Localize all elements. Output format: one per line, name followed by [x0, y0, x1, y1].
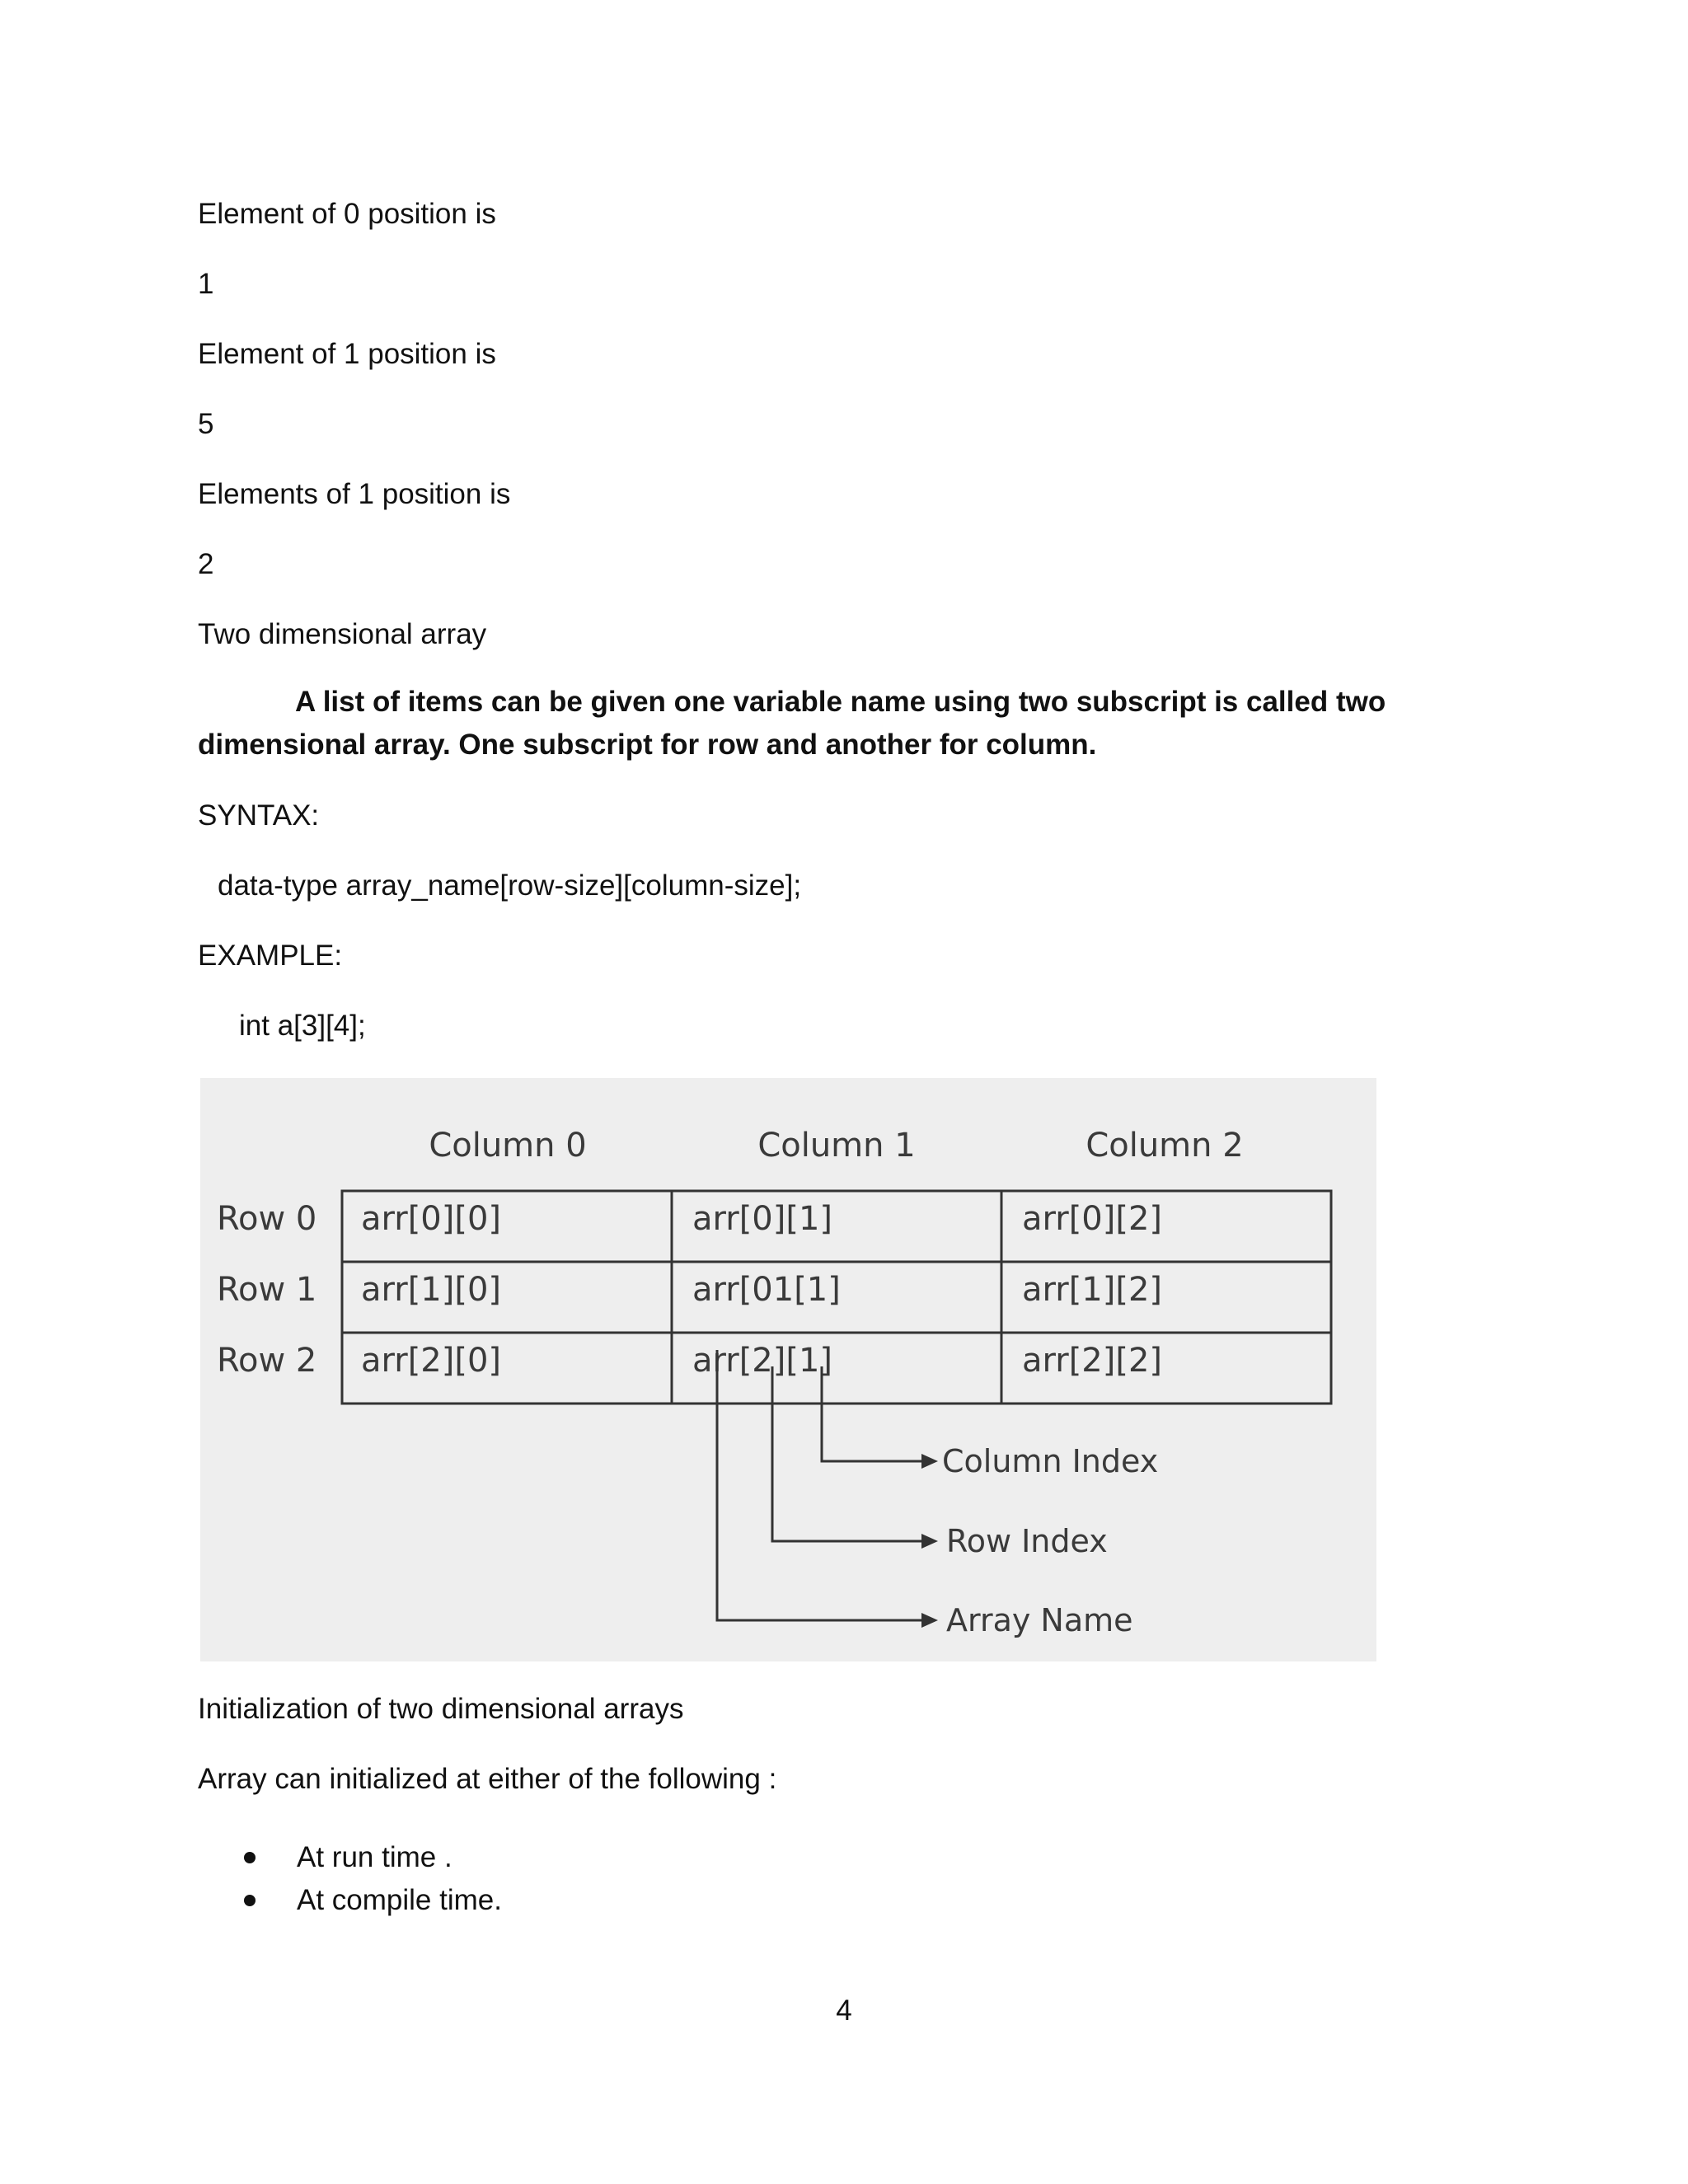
example-code: int a[3][4];: [239, 1010, 366, 1042]
arrow-right-icon: [921, 1534, 938, 1549]
bullet-text: At run time .: [297, 1841, 452, 1873]
cell-0-1: arr[0][1]: [692, 1200, 833, 1238]
arrow-heads: [921, 1454, 938, 1628]
column-header-1: Column 1: [757, 1127, 916, 1165]
bullet-item: [198, 1836, 502, 1879]
cell-1-1: arr[01[1]: [692, 1271, 841, 1309]
column-header-0: Column 0: [429, 1127, 587, 1165]
example-label: EXAMPLE:: [198, 940, 343, 972]
syntax-label: SYNTAX:: [198, 799, 320, 832]
cell-0-0: arr[0][0]: [361, 1200, 502, 1238]
array-diagram: [200, 1078, 1376, 1661]
row-label-0: Row 0: [217, 1200, 317, 1238]
cell-1-0: arr[1][0]: [361, 1271, 502, 1309]
bullet-list: [198, 1836, 502, 1922]
cell-0-2: arr[0][2]: [1022, 1200, 1163, 1238]
row-label-1: Row 1: [217, 1271, 317, 1309]
cell-2-0: arr[2][0]: [361, 1342, 502, 1380]
section-heading: Two dimensional array: [198, 618, 487, 650]
bullet-text: At compile time.: [297, 1884, 502, 1916]
text-line-3: Element of 1 position is: [198, 338, 496, 370]
array-diagram-svg: [200, 1078, 1376, 1661]
init-text: Array can initialized at either of the following :: [198, 1763, 777, 1795]
bullet-icon: [244, 1895, 256, 1906]
syntax-code: data-type array_name[row-size][column-size];: [218, 869, 802, 902]
row-label-2: Row 2: [217, 1342, 317, 1380]
cell-2-2: arr[2][2]: [1022, 1342, 1163, 1380]
text-line-4: 5: [198, 408, 214, 440]
arrow-right-icon: [921, 1454, 938, 1469]
definition-text: A list of items can be given one variable name using two subscript is called two dimensional array. One subscript for row and another for column.: [198, 686, 1386, 761]
column-header-2: Column 2: [1085, 1127, 1244, 1165]
text-line-1: Element of 0 position is: [198, 198, 496, 230]
text-line-5: Elements of 1 position is: [198, 478, 511, 510]
page-number: 4: [836, 1994, 852, 2027]
text-line-2: 1: [198, 268, 214, 300]
cell-1-2: arr[1][2]: [1022, 1271, 1163, 1309]
cell-2-1: arr[2][1]: [692, 1342, 833, 1380]
callout-column-index: Column Index: [942, 1443, 1159, 1479]
callout-lines: [717, 1350, 921, 1620]
callout-row-index: Row Index: [946, 1523, 1108, 1559]
init-heading: Initialization of two dimensional arrays: [198, 1693, 684, 1725]
bullet-icon: [244, 1852, 256, 1863]
bullet-item: [198, 1879, 502, 1922]
definition-paragraph: [198, 681, 1467, 766]
arrow-right-icon: [921, 1613, 938, 1628]
text-line-6: 2: [198, 548, 214, 580]
callout-array-name: Array Name: [946, 1602, 1133, 1638]
